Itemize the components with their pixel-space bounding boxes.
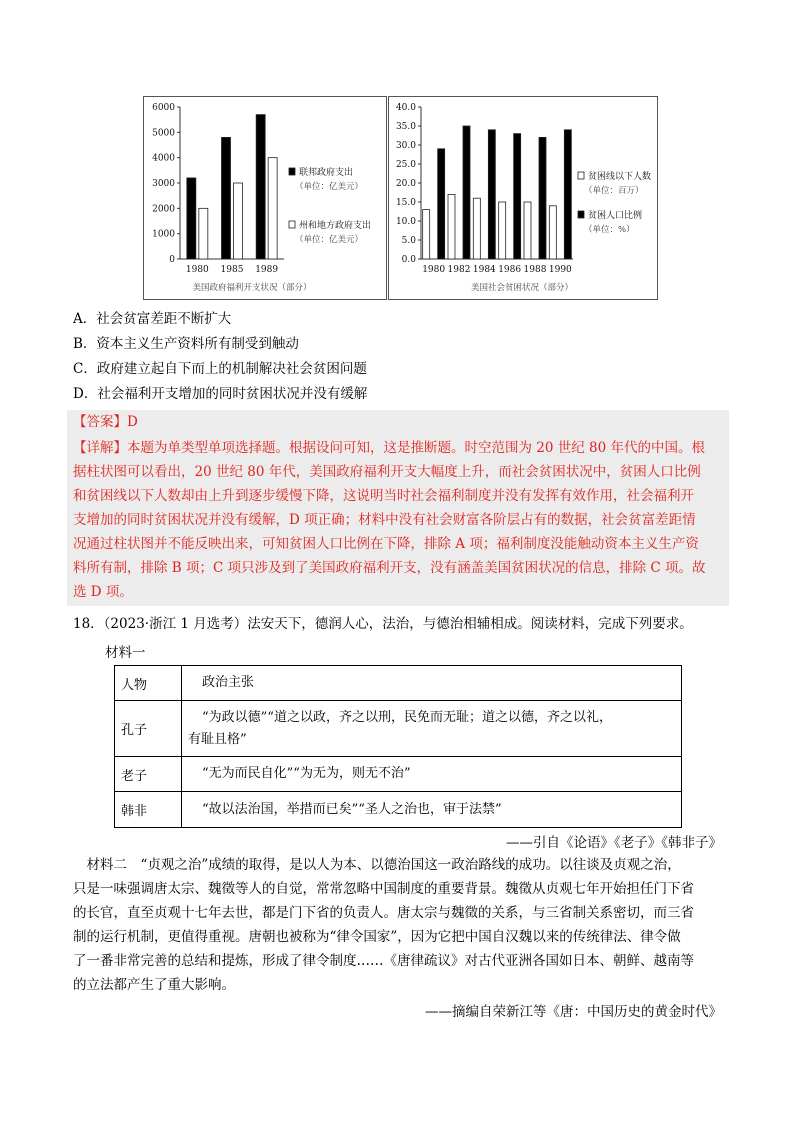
y-tick-label: 15.0 (395, 198, 416, 208)
political-ideas-table (114, 665, 682, 828)
y-tick-label: 10.0 (395, 217, 416, 227)
chart-poverty-status (388, 96, 658, 300)
chart-welfare-spending (143, 96, 387, 300)
answer-label: 【答案】D (73, 414, 138, 430)
x-tick-label: 1985 (220, 265, 244, 275)
y-tick-label: 6000 (152, 103, 175, 113)
x-tick-label: 1988 (523, 265, 547, 275)
table-header-ideas: 政治主张 (182, 666, 682, 701)
y-tick-label: 40.0 (395, 103, 416, 113)
bar (187, 178, 196, 259)
table-row (115, 792, 682, 828)
material-2-line: 材料二 “贞观之治”成绩的取得，是以人为本、以德治国这一政治路线的成功。以往谈及贞观之治， (73, 857, 681, 873)
material-1-source: ——引自《论语》《老子》《韩非子》 (506, 835, 722, 851)
bar (539, 137, 546, 259)
y-tick-label: 35.0 (395, 122, 416, 132)
bar (524, 202, 531, 259)
bar (268, 158, 277, 259)
explanation-line: 选 D 项。 (73, 584, 133, 600)
bar (463, 126, 470, 259)
legend-unit: （单位：亿美元） (295, 235, 364, 245)
question-18-stem: 18．（2023·浙江 1 月选考）法安天下，德润人心，法治，与德治相辅相成。阅读材料，完成下列要求。 (73, 616, 693, 632)
explanation-line: 据柱状图可以看出，20 世纪 80 年代，美国政府福利开支大幅度上升，而社会贫困状况中，贫困人口比例 (73, 464, 701, 480)
explanation-line: 支增加的同时贫困状况并没有缓解，D 项正确；材料中没有社会财富各阶层占有的数据，社会贫富差距情 (73, 512, 696, 528)
table-cell-person: 韩非 (115, 792, 182, 828)
table-cell-person: 老子 (115, 757, 182, 792)
material-2-line: 制的运行机制，更值得重视。唐朝也被称为“律令国家”，因为它把中国自汉魏以来的传统律法、律令做 (73, 929, 681, 945)
chart-poverty-svg (389, 97, 657, 299)
explanation-line: 【详解】本题为单类型单项选择题。根据设问可知，这是推断题。时空范围为 20 世纪 80 年代的中国。根 (73, 440, 706, 456)
bar (222, 137, 231, 259)
option-d: D．社会福利开支增加的同时贫困状况并没有缓解 (73, 386, 368, 402)
material-2-line: 了一番非常完善的总结和提炼，形成了律令制度……《唐律疏议》对古代亚洲各国如日本、朝鲜、越南等 (73, 953, 694, 969)
legend-swatch (578, 172, 584, 179)
legend-label: 贫困人口比例 (588, 211, 643, 221)
x-tick-label: 1980 (422, 265, 446, 275)
ideas-line: 有耻且格” (188, 731, 247, 747)
option-c: C．政府建立起自下而上的机制解决社会贫困问题 (73, 361, 367, 377)
x-tick-label: 1989 (255, 265, 279, 275)
legend-label: 州和地方政府支出 (299, 221, 372, 231)
legend-swatch (578, 211, 584, 218)
bar (423, 210, 430, 259)
y-tick-label: 5.0 (401, 236, 416, 246)
table-row (115, 757, 682, 792)
y-tick-label: 30.0 (395, 141, 416, 151)
chart-title: 美国政府福利开支状况（部分） (192, 283, 312, 293)
legend-swatch (289, 168, 295, 175)
y-tick-label: 1000 (152, 229, 175, 240)
x-tick-label: 1980 (185, 265, 209, 275)
legend-unit: （单位：%） (584, 225, 635, 235)
bar (438, 149, 445, 259)
answer-section (67, 410, 729, 606)
bar (256, 115, 265, 259)
bar (564, 130, 571, 259)
explanation-line: 和贫困线以下人数却由上升到逐步缓慢下降，这说明当时社会福利制度并没有发挥有效作用，社会福利开 (73, 488, 694, 504)
y-tick-label: 0.0 (401, 255, 416, 265)
y-tick-label: 3000 (152, 179, 175, 189)
legend-unit: （单位：亿美元） (295, 182, 364, 192)
x-tick-label: 1986 (498, 265, 522, 275)
material-2-line: 的立法都产生了重大影响。 (73, 977, 235, 993)
explanation-line: 况通过柱状图并不能反映出来，可知贫困人口比例在下降，排除 A 项；福利制度没能触动资本主义生产资 (73, 536, 699, 552)
x-tick-label: 1982 (447, 265, 471, 275)
table-row (115, 701, 682, 757)
ideas-line: “为政以德”“道之以政，齐之以刑，民免而无耻；道之以德，齐之以礼， (202, 709, 612, 725)
table-cell-ideas: “无为而民自化”“为无为，则无不治” (182, 757, 682, 792)
bar (448, 194, 455, 259)
option-b: B．资本主义生产资料所有制受到触动 (73, 336, 299, 352)
y-tick-label: 4000 (152, 153, 175, 164)
bar (199, 208, 208, 259)
table-cell-person: 孔子 (115, 701, 182, 757)
chart-title: 美国社会贫困状况（部分） (470, 283, 574, 293)
y-tick-label: 25.0 (395, 160, 416, 170)
bar (549, 206, 556, 259)
legend-unit: （单位：百万） (584, 186, 644, 196)
explanation-line: 料所有制，排除 B 项；C 项只涉及到了美国政府福利开支，没有涵盖美国贫困状况的信息，排除 C 项。故 (73, 560, 706, 576)
table-header-person: 人物 (115, 666, 182, 701)
bar (473, 198, 480, 259)
bar (488, 130, 495, 259)
material-1-label: 材料一 (105, 645, 146, 661)
bar (499, 202, 506, 259)
legend-swatch (289, 221, 295, 228)
material-2-line: 的长官，直至贞观十七年去世，都是门下省的负责人。唐太宗与魏徵的关系，与三省制关系密切，而三省 (73, 905, 694, 921)
x-tick-label: 1984 (472, 265, 496, 275)
y-tick-label: 20.0 (395, 179, 416, 189)
bar (514, 134, 521, 259)
option-a: A．社会贫富差距不断扩大 (73, 311, 232, 327)
y-tick-label: 5000 (152, 128, 175, 139)
table-cell-ideas: “故以法治国，举措而已矣”“圣人之治也，审于法禁” (182, 792, 682, 828)
y-tick-label: 2000 (152, 204, 175, 215)
bar (234, 183, 243, 259)
table-header-row (115, 666, 682, 701)
y-tick-label: 0 (169, 255, 175, 265)
legend-label: 贫困线以下人数 (588, 172, 652, 182)
chart-welfare-svg (144, 97, 386, 299)
x-tick-label: 1990 (548, 265, 572, 275)
material-2-source: ——摘编自荣新江等《唐：中国历史的黄金时代》 (425, 1004, 722, 1020)
legend-label: 联邦政府支出 (299, 168, 354, 178)
table-cell-ideas (182, 701, 682, 757)
material-2-line: 只是一味强调唐太宗、魏徵等人的自觉，常常忽略中国制度的重要背景。魏徵从贞观七年开始担任门下省 (73, 881, 694, 897)
